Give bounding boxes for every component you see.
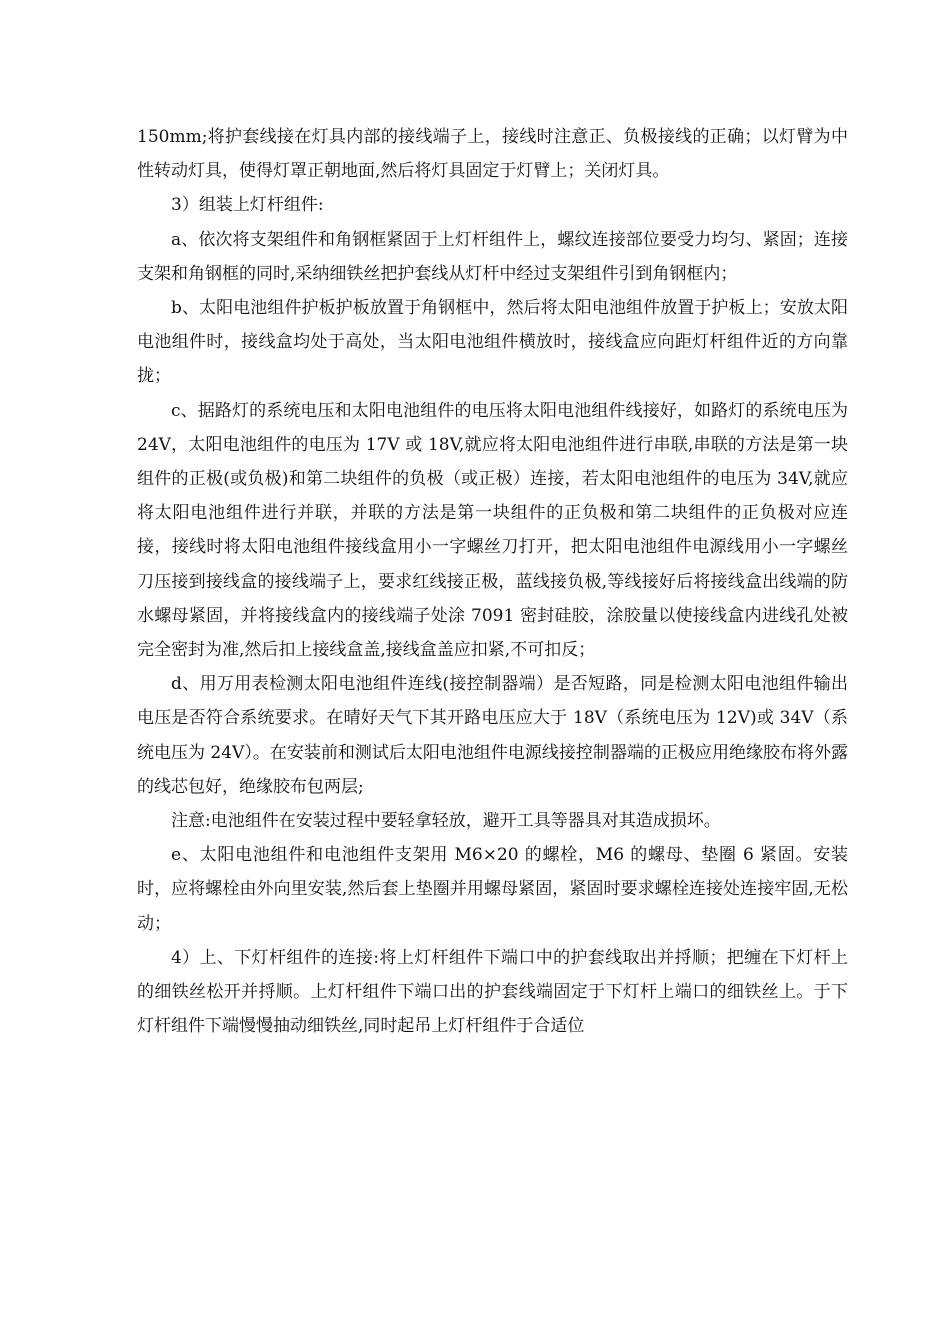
paragraph-continuation: 150mm;将护套线接在灯具内部的接线端子上，接线时注意正、负极接线的正确；以灯臂为中性转动灯具，使得灯罩正朝地面,然后将灯具固定于灯臂上；关闭灯具。 — [137, 127, 848, 182]
document-body — [137, 120, 848, 1043]
section-heading-step-4: 4）上、下灯杆组件的连接:将上灯杆组件下端口中的护套线取出并捋顺；把缠在下灯杆上的细铁丝松开并捋顺。上灯杆组件下端口出的护套线端固定于下灯杆上端口的细铁丝上。于下灯杆组件下端慢慢抽动细铁丝,同时起吊上灯杆组件于合适位 — [137, 947, 848, 1037]
paragraph-step-c: c、据路灯的系统电压和太阳电池组件的电压将太阳电池组件线接好，如路灯的系统电压为 24V，太阳电池组件的电压为 17V 或 18V,就应将太阳电池组件进行串联,串联的方法是第一块组件的正极(或负极)和第二块组件的负极（或正极）连接，若太阳电池组件的电压为 34V,就应将太阳电池组件进行并联，并联的方法是第一块组件的正负极和第二块组件的正负极对应连接，接线时将太阳电池组件接线盒用小一字螺丝刀打开，把太阳电池组件电源线用小一字螺丝刀压接到接线盒的接线端子上，要求红线接正极，蓝线接负极,等线接好后将接线盒出线端的防水螺母紧固，并将接线盒内的接线端子处涂 7091 密封硅胶，涂胶量以使接线盒内进线孔处被完全密封为准,然后扣上接线盒盖,接线盒盖应扣紧,不可扣反； — [137, 400, 848, 661]
section-heading-step-3: 3）组装上灯杆组件: — [171, 195, 324, 216]
paragraph-step-a: a、依次将支架组件和角钢框紧固于上灯杆组件上，螺纹连接部位要受力均匀、紧固；连接支架和角钢框的同时,采纳细铁丝把护套线从灯杆中经过支架组件引到角钢框内； — [137, 229, 848, 284]
paragraph-step-d: d、用万用表检测太阳电池组件连线(接控制器端）是否短路，同是检测太阳电池组件输出电压是否符合系统要求。在晴好天气下其开路电压应大于 18V（系统电压为 12V)或 34V（系统电压为 24V）。在安装前和测试后太阳电池组件电源线接控制器端的正极应用绝缘胶布将外露的线芯包好，绝缘胶布包两层; — [137, 674, 848, 797]
paragraph-step-b: b、太阳电池组件护板护板放置于角钢框中，然后将太阳电池组件放置于护板上；安放太阳电池组件时，接线盒均处于高处，当太阳电池组件横放时，接线盒应向距灯杆组件近的方向靠拢； — [137, 298, 848, 387]
paragraph-step-e: e、太阳电池组件和电池组件支架用 M6×20 的螺栓，M6 的螺母、垫圈 6 紧固。安装时，应将螺栓由外向里安装,然后套上垫圈并用螺母紧固，紧固时要求螺栓连接处连接牢固,无松动； — [137, 845, 848, 934]
paragraph-note: 注意:电池组件在安装过程中要轻拿轻放，避开工具等器具对其造成损坏。 — [171, 811, 721, 832]
